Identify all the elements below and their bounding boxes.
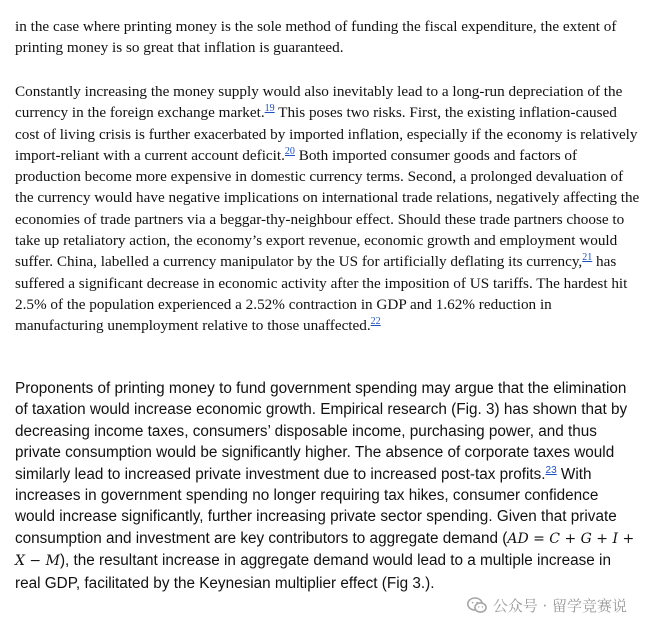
watermark: [463, 593, 631, 618]
paragraph-text: Constantly increasing the money supply would also inevitably lead to a long-run depreciation of the currency in the foreign exchange market.: [15, 83, 623, 122]
paragraph-text: ), the resultant increase in aggregate demand would lead to a multiple increase in real GDP, facilitated by the Keynesian multiplier effect (Fig 3.).: [15, 552, 611, 592]
paragraph-text: has suffered a significant decrease in economic activity after the imposition of US tariffs. The hardest hit 2.5% of the population experienced a 2.52% contraction in GDP and 1.62% reduction in manufacturing unemployment relative to those unaffected.: [15, 253, 628, 335]
aggregate-demand-formula: AD = C + G + I + X − M: [15, 530, 635, 570]
watermark-text: 公众号 · 留学竞赛说: [492, 597, 627, 615]
paragraph-text: This poses two risks. First, the existing inflation-caused cost of living crisis is further exacerbated by imported inflation, especially if the economy is relatively import-reliant with a current account deficit.: [15, 104, 638, 164]
paragraph-text: With increases in government spending no longer requiring tax hikes, consumer confidence would increase significantly, further increasing private sector spending. Given that private consumption and investment are key contributors to aggregate demand (: [15, 465, 617, 547]
paragraph-text: Both imported consumer goods and factors of production become more expensive in domestic currency terms. Second, a prolonged devaluation of the currency would have negative implications on international trade relations, negatively affecting the economies of trade partners via a beggar-thy-neighbour effect. Should these trade partners choose to take up retaliatory action, the economy’s export revenue, economic growth and employment would suffer. China, labelled a currency manipulator by the US for artificially deflating its currency,: [15, 146, 640, 271]
footnote-link-20[interactable]: 20: [284, 145, 295, 157]
paragraph-text: in the case where printing money is the sole method of funding the fiscal expenditure, the extent of printing money is so great that inflation is guaranteed.: [15, 18, 617, 57]
footnote-link-23[interactable]: 23: [545, 464, 557, 476]
paragraph-currency-depreciation: [15, 81, 640, 337]
footnote-link-19[interactable]: 19: [264, 103, 275, 115]
wechat-icon: [467, 597, 487, 614]
paragraph-inflation-guaranteed: [15, 16, 640, 59]
paragraph-printing-money-proponents: [15, 378, 640, 594]
footnote-link-22[interactable]: 22: [370, 316, 381, 328]
paragraph-text: Proponents of printing money to fund government spending may argue that the elimination of taxation would increase economic growth. Empirical research (Fig. 3) has shown that by decreasing income taxes, consumers’ disposable income, purchasing power, and thus private consumption would be significantly higher. The absence of corporate taxes would similarly lead to increased private investment due to increased post-tax profits.: [15, 380, 628, 483]
footnote-link-21[interactable]: 21: [582, 252, 593, 264]
